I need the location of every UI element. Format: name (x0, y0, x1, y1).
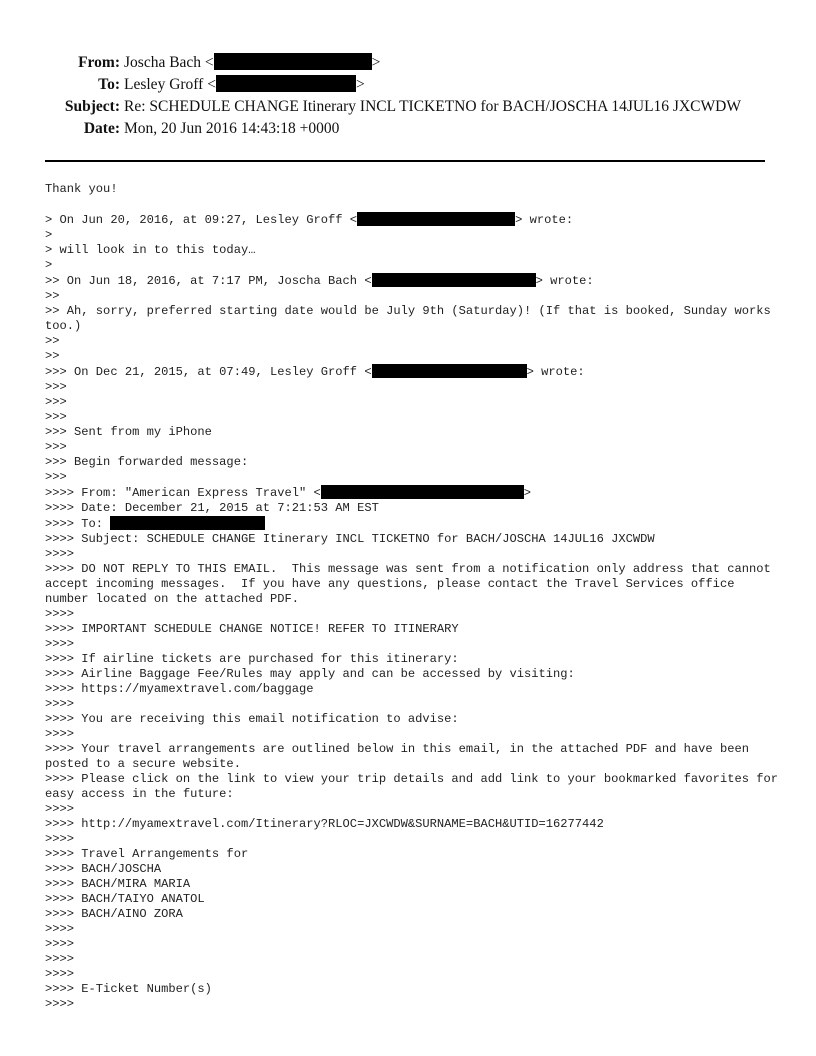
redaction-box (357, 212, 515, 226)
quote-header-line (45, 364, 780, 380)
body-line: >>>> (45, 832, 75, 846)
body-line: >>> (45, 380, 67, 394)
redaction-box (372, 273, 536, 287)
subject-label: Subject: (64, 98, 120, 115)
to-close: > (355, 76, 365, 93)
body-line: >>>> (45, 547, 75, 561)
body-line: >>>> Date: December 21, 2015 at 7:21:53 AM EST (45, 501, 379, 515)
body-line: > (45, 258, 53, 272)
traveler-name: >>>> BACH/AINO ZORA (45, 907, 183, 921)
to-name: Lesley Groff < (124, 76, 216, 93)
body-line: > (45, 228, 53, 242)
from-value (124, 52, 380, 74)
body-line: >>>> Airline Baggage Fee/Rules may apply and can be accessed by visiting: (45, 667, 575, 681)
date-value: Mon, 20 Jun 2016 14:43:18 +0000 (124, 120, 340, 137)
from-name: Joscha Bach < (124, 54, 214, 71)
body-line: >>>> (45, 637, 75, 651)
body-line: >> (45, 349, 60, 363)
itinerary-link[interactable]: >>>> http://myamextravel.com/Itinerary?RLOC=JXCWDW&SURNAME=BACH&UTID=16277442 (45, 817, 604, 831)
body-line: >>>> Travel Arrangements for (45, 847, 249, 861)
redaction-box (372, 364, 527, 378)
body-line: >>>> Please click on the link to view your trip details and add link to your bookmarked favorites for easy access in the future: (45, 772, 786, 801)
body-line: >> (45, 289, 60, 303)
date-label: Date: (83, 120, 120, 137)
quote-header-line (45, 212, 780, 228)
body-line: >>>> Subject: SCHEDULE CHANGE Itinerary INCL TICKETNO for BACH/JOSCHA 14JUL16 JXCWDW (45, 532, 655, 546)
body-line: >>> (45, 440, 67, 454)
traveler-name: >>>> BACH/JOSCHA (45, 862, 162, 876)
body-line: >>>> IMPORTANT SCHEDULE CHANGE NOTICE! REFER TO ITINERARY (45, 622, 459, 636)
header-divider (45, 160, 765, 162)
body-line: >>> (45, 470, 67, 484)
traveler-name: >>>> BACH/MIRA MARIA (45, 877, 191, 891)
body-line: >>>> DO NOT REPLY TO THIS EMAIL. This message was sent from a notification only address that cannot accept incoming messages. If you have any questions, please contact the Travel Services office number located on the attached PDF. (45, 562, 779, 606)
body-line: > will look in to this today… (45, 243, 256, 257)
redaction-box (214, 53, 372, 70)
forwarded-from-line (45, 485, 780, 501)
forwarded-from-text: >>>> From: "American Express Travel" < (45, 486, 321, 500)
to-value (124, 74, 365, 96)
email-body (45, 182, 786, 1012)
quote-header-tail: > wrote: (515, 213, 574, 227)
body-line: >>>> (45, 952, 75, 966)
subject-value: Re: SCHEDULE CHANGE Itinerary INCL TICKETNO for BACH/JOSCHA 14JUL16 JXCWDW (124, 98, 741, 115)
from-label: From: (78, 54, 120, 71)
body-line: >>>> (45, 937, 75, 951)
body-line: >>>> (45, 967, 75, 981)
body-line: >>>> (45, 697, 75, 711)
body-line: >>>> (45, 802, 75, 816)
body-line: >>>> (45, 607, 75, 621)
from-close: > (371, 54, 381, 71)
body-line: >>> Begin forwarded message: (45, 455, 249, 469)
body-line: >>>> Your travel arrangements are outlined below in this email, in the attached PDF and have been posted to a secure website. (45, 742, 757, 771)
body-line: >> (45, 334, 60, 348)
body-line: >>> Sent from my iPhone (45, 425, 212, 439)
forwarded-to-line (45, 516, 780, 532)
body-line: >>>> (45, 997, 75, 1011)
body-line: >>>> If airline tickets are purchased for this itinerary: (45, 652, 459, 666)
quote-header-text: > On Jun 20, 2016, at 09:27, Lesley Groff < (45, 213, 358, 227)
body-line: >>>> You are receiving this email notification to advise: (45, 712, 459, 726)
body-line: >>> (45, 395, 67, 409)
baggage-link[interactable]: >>>> https://myamextravel.com/baggage (45, 682, 314, 696)
quote-header-text: >>> On Dec 21, 2015, at 07:49, Lesley Groff < (45, 365, 372, 379)
body-line: Thank you! (45, 182, 118, 196)
quote-header-tail: > wrote: (526, 365, 585, 379)
quote-header-text: >> On Jun 18, 2016, at 7:17 PM, Joscha Bach < (45, 274, 372, 288)
body-line: >>>> (45, 727, 75, 741)
body-line: >>>> (45, 922, 75, 936)
redaction-box (321, 485, 524, 499)
forwarded-to-text: >>>> To: (45, 517, 111, 531)
to-label: To: (98, 76, 120, 93)
body-line (45, 197, 780, 212)
body-line: >> Ah, sorry, preferred starting date would be July 9th (Saturday)! (If that is booked, Sunday works too.) (45, 304, 779, 333)
redaction-box (110, 516, 265, 530)
quote-header-line (45, 273, 780, 289)
quote-header-tail: > wrote: (535, 274, 594, 288)
forwarded-from-tail: > (523, 486, 532, 500)
body-line: >>> (45, 410, 67, 424)
traveler-name: >>>> BACH/TAIYO ANATOL (45, 892, 205, 906)
body-line: >>>> E-Ticket Number(s) (45, 982, 212, 996)
redaction-box (216, 75, 356, 92)
